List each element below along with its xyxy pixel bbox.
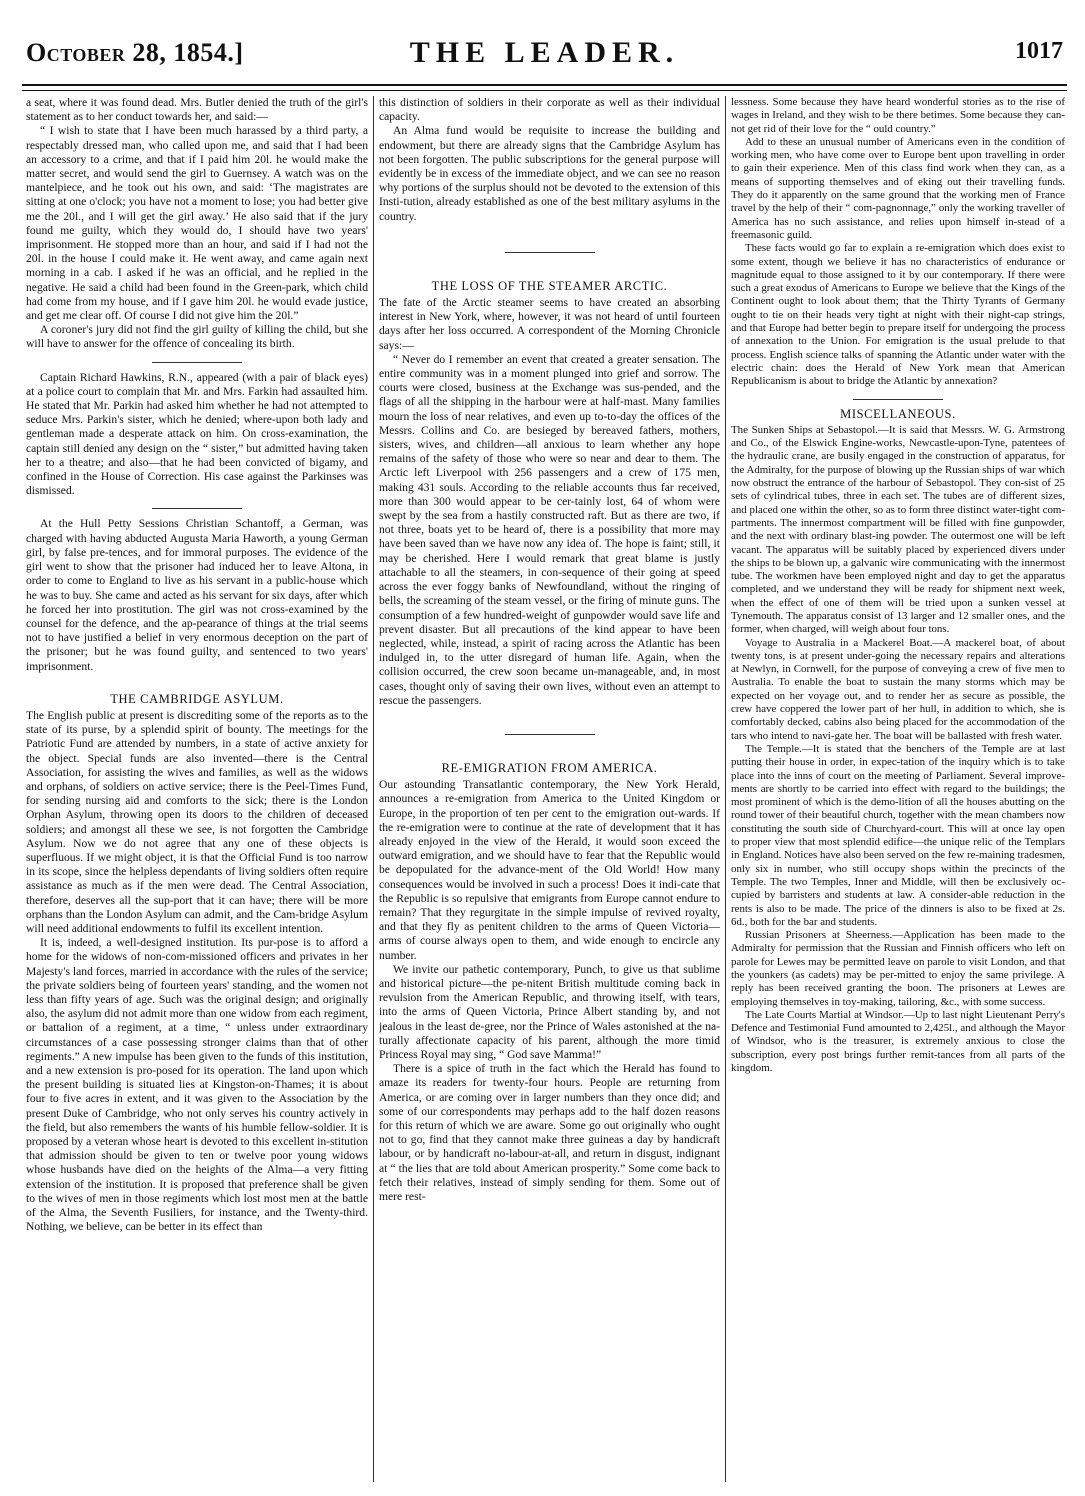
paragraph: There is a spice of truth in the fact which the Herald has found to amaze its readers for twenty-four hours. People are returning from America, or are coming over in larger numbers than they once did; and some of our correspondents may perhaps add to the half dozen reasons for this return of which we are aware. Some go out originally who ought not to go, find that they cannot make three guineas a day by handicraft labour, or by handicraft no-labour-at-all, and return in disgust, indignant at “ the lies that are told about American prosperity.” Some come back to fetch their relatives, instead of simply sending for them. Some out of mere rest-: [379, 1062, 720, 1204]
quoted-correspondence: “ Never do I remember an event that created a greater sensation. The entire community was in a moment plunged into grief and sorrow. The courts were closed, business at the Exchange was sus-pended, and the flags of all the shipping in the harbour were at half-mast. Many families mourn the loss of near relatives, and even up to-to-day the offices of the Messrs. Collins and Co. are besieged by bereaved fathers, mothers, sisters, wives, and children—all anxious to learn whether any hope remains of the safety of those who were so near and dear to them. The Arctic left Liverpool with 256 passengers and a crew of 175 men, making 431 souls. According to the reliable accounts thus far received, more than 300 would appear to be cer-tainly lost, 64 of whom were swept by the sea from a hastily constructed raft. But as there are two, if not three, boats yet to be heard of, there is a possibility that more may have been saved than we have now any idea of. The hope is faint; still, it may be cherished. Here I would remark that great blame is justly attachable to all the steamers, in con-sequence of their going at speed across the ever foggy banks of Newfoundland, without the ringing of bells, the screaming of the steam vessel, or the firing of minute guns. The consumption of a few hundred-weight of gunpowder would save life and prevent disaster. But all precautions of the kind appear to have been neglected, while, instead, a spirit of racing across the Atlantic has been indulged in, to the utter disregard of human life. Again, when the collision occurred, the crew soon became un-manageable, and, in most cases, thought only of saving their own lives, without even an attempt to rescue the passengers.: [379, 352, 720, 707]
paragraph: Our astounding Transatlantic contemporary, the New York Herald, announces a re-emigration from America to the United Kingdom or Europe, in the proportion of ten per cent to the emigration out-wards. If the re-emigration were to continue at the rate of development that it has already enjoyed in the view of the Herald, it would soon exceed the outward emigration, and we should have to fear that the Republic would be depopulated for the advance-ment of the Old World! How many consequences would be involved in such a process! Does it indi-cate that the Republic is so repulsive that emigrants from Europe cannot endure to remain? That they regurgitate in the simple impulse of revived royalty, and that they fly as penitent children to the arms of Queen Victoria—arms of course always open to them, and wide enough to encircle any number.: [379, 778, 720, 962]
column-2: [379, 96, 720, 1482]
article-heading-miscellaneous: MISCELLANEOUS.: [840, 406, 956, 421]
paragraph: Add to these an unusual number of Americans even in the condition of working men, who have come over to Europe bent upon travelling in order to gain their experience. Men of this class find work when they can, as a means of supporting themselves and of eking out their travelling funds. They do it apparently on the same ground that the working men of France travel by the help of their “ com-pagnonnage,” only the working traveller of America has no such assistance, and relies upon himself in-stead of a freemasonic guild.: [731, 135, 1065, 241]
paragraph: this distinction of soldiers in their corporate as well as their individual capacity.: [379, 96, 720, 124]
item-mackerel-boat: Voyage to Australia in a Mackerel Boat.—A mackerel boat, of about twenty tons, is at present under-going the necessary repairs and alterations at Newlyn, in Cornwell, for the purpose of conveying a crew of five men to Australia. To enable the boat to sustain the many storms which may be expected on her voyage out, and to render her as secure as possible, the crew have coppered the lower part of her hull, in addition to which, she is comfortably decked, cabins also being placed for the accommodation of the tars who intend to navi-gate her. The boat will be ballasted with fresh water.: [731, 636, 1065, 742]
paragraph: The fate of the Arctic steamer seems to have created an absorbing interest in New York, where, however, it was not heard of until fourteen days after her loss occurred. A correspondent of the Morning Chronicle says:—: [379, 296, 720, 352]
paragraph: lessness. Some because they have heard wonderful stories as to the rise of wages in Ireland, and they wish to be there betimes. Some because they can-not get rid of their love for the “ ould country.”: [731, 96, 1065, 135]
article-heading-re-emigration: RE-EMIGRATION FROM AMERICA.: [441, 760, 658, 775]
column-rule: [373, 96, 374, 1482]
item-courts-martial: The Late Courts Martial at Windsor.—Up to last night Lieutenant Perry's Defence and Testimonial Fund amounted to 2,425l., and although the Mayor of Windsor, who is the treasurer, is extremely anxious to close the subscription, every post brings further remit-tances from all parts of the kingdom.: [731, 1008, 1065, 1075]
page-columns: [22, 96, 1067, 1482]
section-divider: [152, 362, 242, 363]
paragraph: These facts would go far to explain a re-emigration which does exist to some extent, though we believe it has no characteristics of endurance or magnitude equal to those assigned to it by our contemporary. If there were such a great exodus of Americans to Europe we believe that the Kings of the Continent ought to look about them; that the Thirty Tyrants of Germany ought to tie on their heads very tight at night with their night-cap strings, and that Europe had better begin to prepare itself for undergoing the process of annexation to the Union. For emigration is the usual prelude to that process. English science talks of spanning the Atlantic under water with the electric chain: does the Herald of New York mean that American Republicanism is about to bridge the Atlantic by annexation?: [731, 242, 1065, 388]
section-divider: [152, 508, 242, 509]
masthead-rule: [22, 84, 1067, 91]
newspaper-title: THE LEADER.: [409, 36, 680, 69]
item-russian-prisoners: Russian Prisoners at Sheerness.—Application has been made to the Admiralty for permission that the Russian and Finnish officers who left on parole for Lewes may be permitted leave on parole to visit London, and that the younkers (as cadets) may be per-mitted to enjoy the same privilege. A reply has been received granting the boon. The prisoners at Lewes are employing themselves in toy-making, tailoring, &c., with some success.: [731, 929, 1065, 1008]
paragraph: a seat, where it was found dead. Mrs. Butler denied the truth of the girl's statement as to her conduct towards her, and said:—: [26, 96, 368, 124]
page-number: 1017: [1015, 38, 1063, 64]
column-rule: [725, 96, 726, 1482]
paragraph: It is, indeed, a well-designed institution. Its pur-pose is to afford a home for the widows of non-com-missioned officers and privates in her Majesty's land forces, married in accordance with the rules of the service; the private soldiers being of fourteen years' standing, and the women not less than fifty years of age. Such was the original design; and originally also, the asylum did not admit more than one widow from each regiment, or battalion of a regiment, at a time, “ unless under extraordinary circumstances of a case possessing stronger claims than that of other regiments.” A new impulse has been given to the funds of this institution, and a new extension is pro-posed for its operation. The land upon which the present building is situated lies at Kingston-on-Thames; it is about four to five acres in extent, and it was given to the Association by the present Duke of Cambridge, who not only serves his country actively in the field, but also remembers the wants of his humble fellow-soldier. It is proposed by a veteran whose heart is devoted to this excellent in-stitution that admission should be given to ten or twelve poor young widows whose husbands have died on the heights of the Alma—a very fitting extension of the institution. It is proposed that preference shall be given to the wives of men in those regiments which lost most men at the battle of the Alma, the Seventh Fusiliers, for instance, and the Twenty-third. Nothing, we believe, can be better in its effect than: [26, 936, 368, 1234]
issue-date: October 28, 1854.]: [26, 38, 244, 67]
item-temple: The Temple.—It is stated that the benchers of the Temple are at last putting their house in order, in expec-tation of the inquiry which is to take place into the inns of court on the meeting of Parliament. Several improve-ments are shortly to be carried into effect with regard to the buildings; the most prominent of which is the demo-lition of all the houses abutting on the round tower of their beautiful church, together with the mean chambers now constituting the south side of Churchyard-court. This will at once lay open to proper view that most splendid edifice—the unique relic of the Templars in England. Notices have also been served on the few re-maining tradesmen, only six in number, who still occupy shops within the precincts of the Temple. The two Temples, Inner and Middle, will then be exclusively oc-cupied by barristers and students at law. A consider-able reduction in the rents is also to be made. The price of the dinners is also to be fixed at 2s. 6d., both for the bar and students.: [731, 742, 1065, 928]
paragraph-hull-sessions: At the Hull Petty Sessions Christian Schantoff, a German, was charged with having abducted Augusta Maria Haworth, a young German girl, by false pre-tences, and for immoral purposes. The evidence of the girl went to show that the prisoner had induced her to leave Altona, in order to come to England to live as his servant in a public-house which he was to buy. She came and acted as his servant for six days, after which he forced her into prostitution. The girl was not cross-examined by the counsel for the defence, and the ap-pearance of things at the trial seems not to have justified a belief in very enormous deception on the part of the prisoner; but he was found guilty, and sentenced to two years' imprisonment.: [26, 517, 368, 673]
paragraph: We invite our pathetic contemporary, Punch, to give us that sublime and historical picture—the pe-nitent British multitude coming back in revulsion from the American Republic, and throwing itself, with tears, into the arms of Queen Victoria, Prince Albert standing by, and not jealous in the least de-gree, nor the Prince of Wales astonished at the na-turally affectionate capacity of his parent, although the more timid Princess Royal may sing, “ God save Mamma!”: [379, 962, 720, 1061]
paragraph-hawkins: Captain Richard Hawkins, R.N., appeared (with a pair of black eyes) at a police court to complain that Mr. and Mrs. Farkin had assaulted him. He stated that Mr. Parkin had asked him whether he had not attempted to seduce Mrs. Parkin's sister, which he denied; where-upon both lady and gentleman made a desperate attack on him. On cross-examination, the captain still denied any design on the “ sister,” but admitted having taken her to a theatre; and also—that he had been convicted of bigamy, and confined in the House of Correction. His case against the Parkinses was dismissed.: [26, 370, 368, 498]
article-heading-steamer-arctic: THE LOSS OF THE STEAMER ARCTIC.: [431, 278, 668, 293]
masthead: [22, 30, 1067, 72]
quoted-statement: “ I wish to state that I have been much harassed by a third party, a respectably dressed man, who called upon me, and said that I had been an accessory to a crime, and that if I paid him 20l. he would make the matter secret, and would send the girl to Guernsey. A watch was on the mantelpiece, and he took out his own, and said: ‘The magistrates are sitting at one o'clock; you have not a moment to lose; you had better give me the 20l., and I will get the girl away.’ He also said that if the jury found me guilty, which they would do, I should have two years' imprisonment. He stopped more than an hour, and said if I had not the 20l. in the house I could make it. He went away, and came again next morning in a cab. I asked if he was an official, and he replied in the negative. He said a child had been found in the Green-park, which child had come from my house, and if I gave him 20l. he would evade justice, and get me clear off. Of course I did not give him the 20l.”: [26, 124, 368, 323]
section-divider: [505, 252, 595, 253]
column-3: [731, 96, 1065, 1482]
column-1: [26, 96, 368, 1482]
paragraph: An Alma fund would be requisite to increase the building and endowment, but there are already signs that the Cambridge Asylum has not been forgotten. The public subscriptions for the general purpose will evidently be in excess of the immediate object, and we can see no reason why portions of the surplus should not be devoted to the extension of this Insti-tution, already established as one of the best military asylums in the country.: [379, 124, 720, 223]
section-divider: [853, 399, 943, 400]
section-divider: [505, 734, 595, 735]
item-sunken-ships: The Sunken Ships at Sebastopol.—It is said that Messrs. W. G. Armstrong and Co., of the Elswick Engine-works, Newcastle-upon-Tyne, patentees of the hydraulic crane, are busily engaged in the construction of apparatus, for the Admiralty, for the purpose of blowing up the Russian ships of war which now obstruct the entrance of the harbour of Sebastopol. They con-sist of 25 sets of cylindrical tubes, three in each set. The tubes are of different sizes, and placed one within the other, so as to form three distinct water-tight com-partments. The innermost compartment will be filled with fine gunpowder, and the next with ordinary blast-ing powder. The outermost one will be left vacant. The apparatus will be suitably placed by experienced divers under the ships to be blown up, a galvanic wire communicating with the innermost tube. The workmen have been employed night and day to get the apparatus completed, and we understand they will be ready for shipment next week, when the effect of one of them will be tried upon a sunken vessel at Tynemouth. The apparatus consist of 13 larger and 12 smaller ones, and the former, when charged, will weigh about four tons.: [731, 423, 1065, 636]
paragraph: The English public at present is discrediting some of the reports as to the state of its purse, by a splendid spirit of bounty. The meetings for the Patriotic Fund are attended by numbers, in a state of active anxiety for the object. Special funds are also invented—there is the Central Association, for assisting the wives and families, as well as the widows and orphans, of soldiers on active service; there is the Peel-Times Fund, for sending nursing aid and comforts to the sick; there is the London Orphan Asylum, throwing open its doors to the children of deceased soldiers; and amongst all these we see, is not forgotten the Cambridge Asylum. Now we do not agree that any one of these objects is superfluous. If we might object, it is that the Official Fund is too narrow in its scope, since the helpless dependants of living soldiers often require assistance as much as if the men were dead. The Central Association, therefore, deserves all the sup-port that it can have; there will be more orphans than the London Asylum can admit, and the Cam-bridge Asylum will need additional endowments to fulfil its excellent intention.: [26, 708, 368, 935]
paragraph: A coroner's jury did not find the girl guilty of killing the child, but she will have to answer for the offence of concealing its birth.: [26, 323, 368, 351]
article-heading-cambridge-asylum: THE CAMBRIDGE ASYLUM.: [110, 691, 284, 706]
